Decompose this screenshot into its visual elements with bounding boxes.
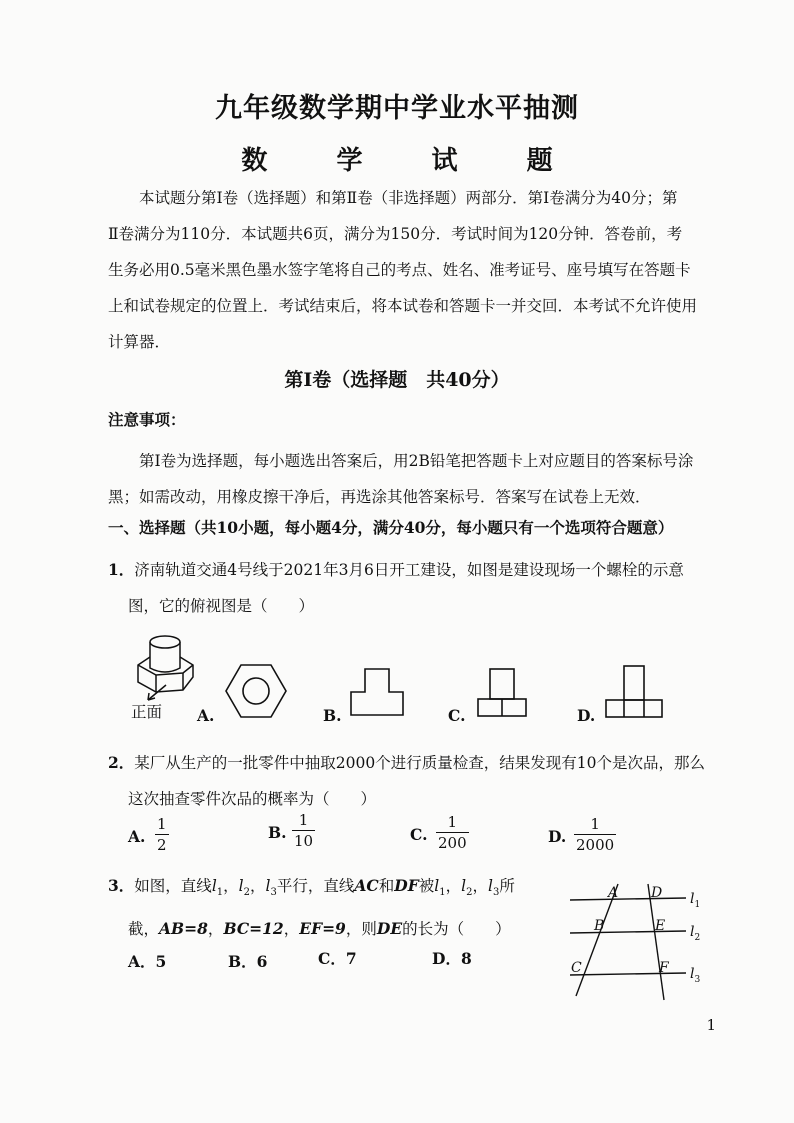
subscript: 3: [694, 975, 701, 985]
option-b-fraction: [292, 811, 315, 850]
instruction-line: 本试题分第Ⅰ卷（选择题）和第Ⅱ卷（非选择题）两部分．第Ⅰ卷满分为40分；第: [139, 189, 678, 207]
subscript: 2: [466, 887, 473, 899]
subscript: 1: [439, 887, 446, 899]
instruction-line: 生务必用0.5毫米黑色墨水签字笔将自己的考点、姓名、准考证号、座号填写在答题卡: [108, 261, 691, 279]
subscript: 3: [492, 887, 500, 899]
option-c-label[interactable]: C.: [448, 706, 466, 725]
segment-ac: AC: [354, 876, 379, 895]
notice-line: 黑；如需改动，用橡皮擦干净后，再选涂其他答案标号．答案写在试卷上无效．: [108, 488, 651, 506]
denominator: 200: [438, 834, 467, 852]
option-a-fraction: [155, 815, 169, 854]
numerator: 1: [590, 815, 600, 833]
question-number: 1．: [108, 560, 135, 579]
option-a-hexagon-icon: [225, 663, 287, 719]
option-b-t-shape-icon: [350, 668, 404, 716]
point-b-label: B: [594, 918, 605, 934]
question-text: 图，它的俯视图是（ ）: [128, 597, 315, 615]
parallel-lines-figure: [562, 878, 712, 1003]
denominator: 10: [294, 832, 314, 850]
point-c-label: C: [571, 960, 582, 976]
given-ab: AB=8: [159, 919, 208, 939]
question-text: 如图，直线: [134, 877, 212, 895]
section-title: 第Ⅰ卷（选择题 共40分）: [284, 369, 510, 391]
front-view-label: 正面: [131, 703, 163, 721]
subscript: 3: [270, 887, 277, 899]
option-d-label[interactable]: D.: [548, 827, 567, 846]
option-a-label[interactable]: A.: [128, 827, 146, 846]
question-number: 3．: [108, 876, 135, 895]
point-a-label: A: [608, 885, 619, 901]
notice-text: [108, 443, 708, 515]
page-number: 1: [706, 1016, 716, 1034]
separator: ，: [223, 877, 239, 895]
subscript: 2: [243, 887, 251, 899]
numerator: 1: [157, 815, 167, 833]
line-l1-label: [690, 891, 700, 910]
exam-instructions: [108, 180, 708, 360]
question-number: 2．: [108, 753, 135, 772]
option-b-label[interactable]: B.: [268, 823, 287, 842]
separator: ，: [250, 877, 266, 895]
subscript: 1: [216, 887, 224, 899]
option-c-fraction: [436, 813, 469, 852]
notice-heading: 注意事项：: [108, 410, 186, 429]
option-b-label[interactable]: B.: [323, 706, 342, 725]
option-d-label[interactable]: D.: [577, 706, 596, 725]
question-text: 所: [499, 877, 515, 895]
question-text: 平行，直线: [276, 877, 355, 895]
part-heading: 一、选择题（共10小题，每小题4分，满分40分，每小题只有一个选项符合题意）: [108, 518, 674, 537]
exam-subtitle: 数 学 试 题: [241, 146, 583, 176]
question-3: [108, 868, 548, 947]
line-l: l: [461, 877, 467, 895]
denominator: 2: [157, 836, 167, 854]
question-text: 某厂从生产的一批零件中抽取2000个进行质量检查，结果发现有10个是次品，那么: [134, 754, 705, 772]
subscript: 1: [694, 900, 701, 910]
line-l: l: [434, 877, 440, 895]
question-text: 截，: [128, 920, 160, 939]
option-c-shape-icon: [477, 668, 527, 718]
segment-de: DE: [376, 919, 403, 939]
point-d-label: D: [651, 885, 663, 901]
instruction-line: 计算器．: [108, 333, 171, 351]
question-text: 被: [418, 877, 435, 895]
separator: ，: [283, 920, 300, 939]
question-text: 则: [361, 920, 377, 939]
line-l2-label: [690, 924, 700, 943]
instruction-line: Ⅱ卷满分为110分．本试题共6页，满分为150分．考试时间为120分钟．答卷前，考: [108, 225, 683, 243]
line-l: l: [238, 877, 244, 895]
question-2: [108, 745, 728, 817]
line-l: l: [211, 877, 217, 895]
question-text: 和: [378, 877, 395, 895]
question-text: 这次抽查零件次品的概率为（ ）: [128, 790, 377, 808]
option-b[interactable]: B．6: [228, 952, 268, 971]
instruction-line: 上和试卷规定的位置上．考试结束后，将本试卷和答题卡一并交回．本考试不允许使用: [108, 297, 698, 315]
line-l: l: [487, 877, 493, 895]
numerator: 1: [447, 813, 458, 831]
line-l: l: [265, 877, 271, 895]
subscript: 2: [694, 933, 701, 943]
question-text: 的长为（ ）: [402, 920, 511, 939]
option-d[interactable]: D．8: [432, 949, 472, 968]
option-a-label[interactable]: A.: [197, 706, 215, 725]
option-c[interactable]: C．7: [318, 949, 357, 968]
denominator: 2000: [576, 836, 615, 854]
separator: ，: [445, 877, 462, 895]
option-d-shape-icon: [605, 665, 663, 719]
option-c-label[interactable]: C.: [410, 825, 428, 844]
exam-title: 九年级数学期中学业水平抽测: [215, 93, 579, 124]
notice-line: 第Ⅰ卷为选择题，每小题选出答案后，用2B铅笔把答题卡上对应题目的答案标号涂: [139, 452, 694, 470]
option-a[interactable]: A．5: [128, 952, 167, 971]
line-l: l: [690, 891, 695, 907]
line-l: l: [690, 966, 695, 982]
question-1: [108, 552, 728, 624]
given-bc: BC=12: [223, 919, 284, 939]
given-ef: EF=9: [299, 919, 346, 939]
line-l: l: [690, 924, 695, 940]
line-l3-label: [690, 966, 700, 985]
numerator: 1: [298, 811, 309, 829]
option-d-fraction: [574, 815, 616, 854]
separator: ，: [345, 920, 362, 939]
segment-df: DF: [394, 876, 419, 895]
point-f-label: F: [659, 960, 669, 976]
separator: ，: [472, 877, 488, 895]
separator: ，: [207, 920, 224, 939]
question-text: 济南轨道交通4号线于2021年3月6日开工建设，如图是建设现场一个螺栓的示意: [134, 561, 684, 579]
point-e-label: E: [655, 918, 666, 934]
